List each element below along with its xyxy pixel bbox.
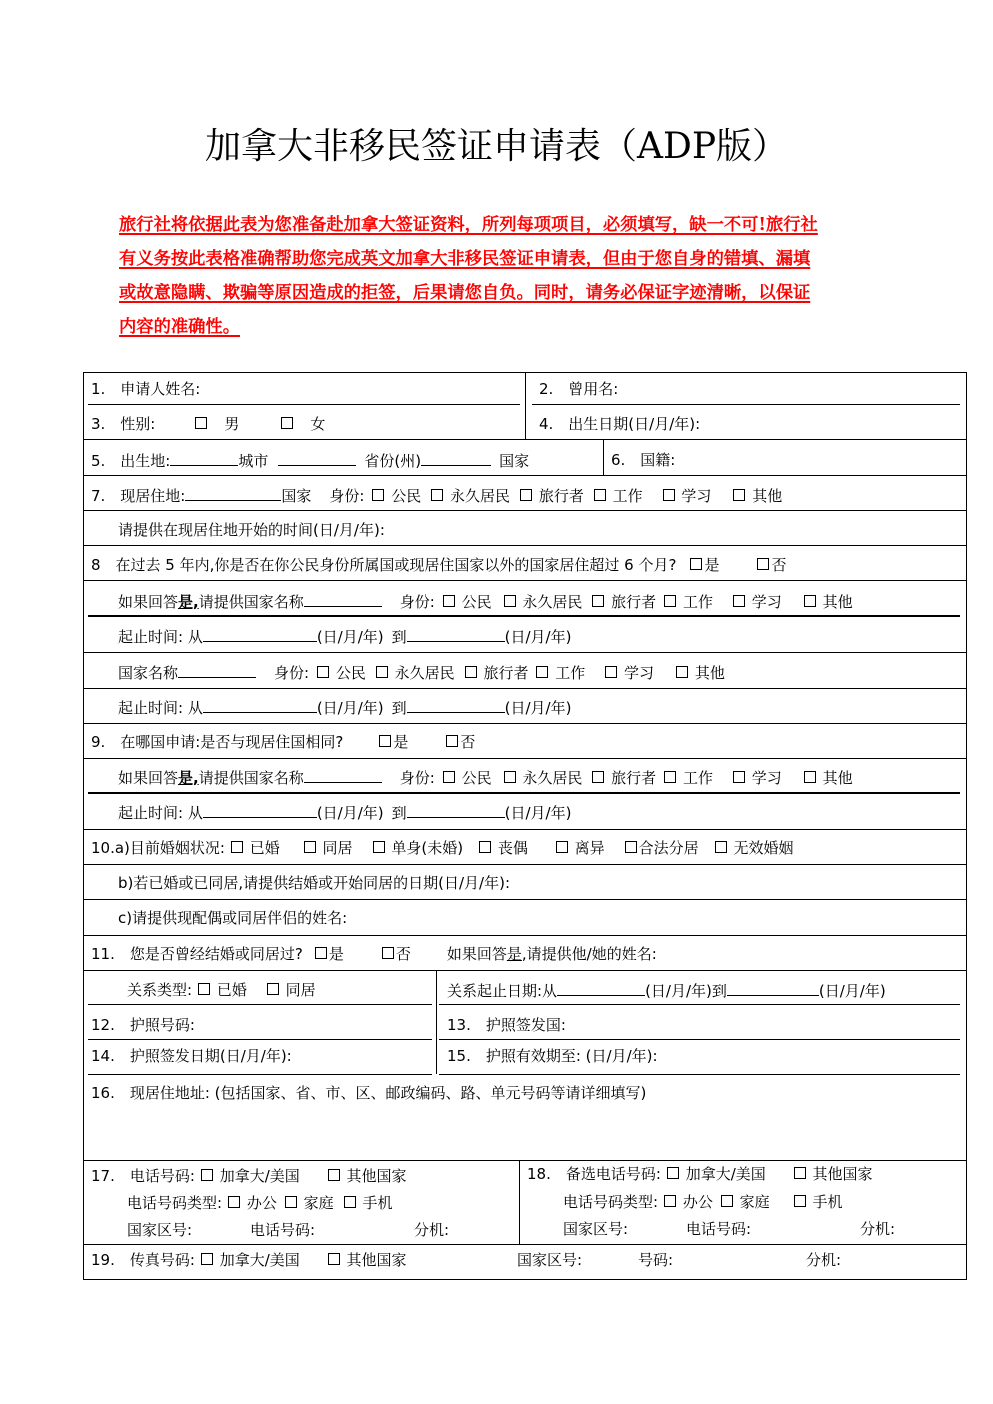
form-frame bbox=[83, 372, 967, 1280]
traveler-checkbox[interactable] bbox=[592, 595, 604, 607]
home-checkbox[interactable] bbox=[721, 1195, 733, 1207]
applicant-name-label: 1. 申请人姓名: bbox=[91, 380, 201, 398]
traveler-checkbox[interactable] bbox=[465, 666, 477, 678]
period-row: 起止时间: 从 (日/月/年) 到 (日/月/年) bbox=[118, 628, 572, 646]
country-name-blank[interactable] bbox=[304, 592, 382, 607]
permanent-checkbox[interactable] bbox=[504, 771, 516, 783]
to-date-blank[interactable] bbox=[407, 803, 505, 818]
from-date-blank[interactable] bbox=[203, 803, 317, 818]
work-checkbox[interactable] bbox=[664, 595, 676, 607]
home-checkbox[interactable] bbox=[285, 1196, 297, 1208]
country-blank[interactable] bbox=[421, 451, 491, 466]
country-code-label: 国家区号: bbox=[127, 1221, 193, 1239]
male-checkbox[interactable] bbox=[195, 417, 207, 429]
residence-row: 7. 现居住地: 国家 身份: 公民 永久居民 旅行者 工作 学习 其他 bbox=[91, 487, 783, 505]
traveler-checkbox[interactable] bbox=[520, 489, 532, 501]
permanent-checkbox[interactable] bbox=[431, 489, 443, 501]
permanent-checkbox[interactable] bbox=[376, 666, 388, 678]
notice-line: 内容的准确性。 bbox=[119, 317, 240, 337]
separated-checkbox[interactable] bbox=[625, 841, 637, 853]
passport-issue-date-label: 14. 护照签发日期(日/月/年): bbox=[91, 1047, 292, 1065]
other-checkbox[interactable] bbox=[676, 666, 688, 678]
q9-yes-checkbox[interactable] bbox=[379, 735, 391, 747]
country-label: 国家 bbox=[499, 452, 530, 470]
phone-number-label: 电话号码: bbox=[686, 1220, 752, 1238]
other-country-checkbox[interactable] bbox=[328, 1253, 340, 1265]
single-checkbox[interactable] bbox=[373, 841, 385, 853]
nationality-label: 6. 国籍: bbox=[611, 451, 676, 469]
residence-country-blank[interactable] bbox=[185, 486, 281, 501]
to-date-blank[interactable] bbox=[407, 627, 505, 642]
gender-row bbox=[91, 415, 325, 433]
mobile-checkbox[interactable] bbox=[794, 1195, 806, 1207]
relation-type-row: 关系类型: 已婚 同居 bbox=[127, 981, 316, 999]
q11-no-checkbox[interactable] bbox=[382, 947, 394, 959]
q8-row: 8 在过去 5 年内,你是否在你公民身份所属国或现居住国家以外的国家居住超过 6 个月? 是 否 bbox=[91, 556, 787, 574]
can-us-checkbox[interactable] bbox=[201, 1169, 213, 1181]
second-country-row: 国家名称 身份: 公民 永久居民 旅行者 工作 学习 其他 bbox=[118, 664, 725, 682]
can-us-checkbox[interactable] bbox=[667, 1167, 679, 1179]
q9-row: 9. 在哪国申请:是否与现居住国相同? 是 否 bbox=[91, 733, 476, 751]
alt-phone-type-row: 电话号码类型: 办公 家庭 手机 bbox=[563, 1193, 843, 1211]
city-label: 城市 bbox=[238, 452, 269, 470]
permanent-checkbox[interactable] bbox=[504, 595, 516, 607]
q8-label: 8 在过去 5 年内,你是否在你公民身份所属国或现居住国家以外的国家居住超过 6 个月? bbox=[91, 556, 677, 574]
other-country-checkbox[interactable] bbox=[794, 1167, 806, 1179]
spouse-name-label: c)请提供现配偶或同居伴侣的姓名: bbox=[118, 909, 348, 927]
from-date-blank[interactable] bbox=[203, 698, 317, 713]
female-checkbox[interactable] bbox=[281, 417, 293, 429]
from-date-blank[interactable] bbox=[203, 627, 317, 642]
period-row: 起止时间: 从 (日/月/年) 到 (日/月/年) bbox=[118, 804, 572, 822]
q11-row: 11. 您是否曾经结婚或同居过? 是 否 如果回答是,请提供他/她的姓名: bbox=[91, 945, 657, 963]
study-checkbox[interactable] bbox=[733, 595, 745, 607]
from-date-blank[interactable] bbox=[557, 981, 645, 996]
female-label: 女 bbox=[310, 415, 326, 433]
study-checkbox[interactable] bbox=[663, 489, 675, 501]
to-date-blank[interactable] bbox=[407, 698, 505, 713]
marital-row: 10.a)目前婚姻状况: 已婚 同居 单身(未婚) 丧偶 离异 合法分居 无效婚姻 bbox=[91, 839, 794, 857]
can-us-checkbox[interactable] bbox=[201, 1253, 213, 1265]
other-checkbox[interactable] bbox=[733, 489, 745, 501]
married-checkbox[interactable] bbox=[231, 841, 243, 853]
cohab-checkbox[interactable] bbox=[304, 841, 316, 853]
form-title: 加拿大非移民签证申请表（ADP版） bbox=[204, 126, 789, 167]
passport-country-label: 13. 护照签发国: bbox=[447, 1016, 566, 1034]
former-name-label: 2. 曾用名: bbox=[539, 380, 619, 398]
fax-extension-label: 分机: bbox=[806, 1251, 842, 1269]
divorced-checkbox[interactable] bbox=[556, 841, 568, 853]
cohab-checkbox[interactable] bbox=[267, 983, 279, 995]
q11-yes-checkbox[interactable] bbox=[315, 947, 327, 959]
country-name-blank[interactable] bbox=[178, 663, 256, 678]
period-row: 起止时间: 从 (日/月/年) 到 (日/月/年) bbox=[118, 699, 572, 717]
notice-line: 或故意隐瞒、欺骗等原因造成的拒签，后果请您自负。同时，请务必保证字迹清晰，以保证 bbox=[119, 283, 811, 303]
work-checkbox[interactable] bbox=[594, 489, 606, 501]
country-name-blank[interactable] bbox=[304, 768, 382, 783]
citizen-checkbox[interactable] bbox=[372, 489, 384, 501]
birth-date-label: 4. 出生日期(日/月/年): bbox=[539, 415, 701, 433]
traveler-checkbox[interactable] bbox=[592, 771, 604, 783]
married-checkbox[interactable] bbox=[198, 983, 210, 995]
birthplace-label: 5. 出生地: bbox=[91, 452, 171, 470]
male-label: 男 bbox=[224, 415, 240, 433]
office-checkbox[interactable] bbox=[228, 1196, 240, 1208]
citizen-checkbox[interactable] bbox=[317, 666, 329, 678]
mobile-checkbox[interactable] bbox=[344, 1196, 356, 1208]
province-label: 省份(州) bbox=[364, 452, 422, 470]
q9-no-checkbox[interactable] bbox=[446, 735, 458, 747]
study-checkbox[interactable] bbox=[605, 666, 617, 678]
q8-country-row: 如果回答是,请提供国家名称 身份: 公民 永久居民 旅行者 工作 学习 其他 bbox=[118, 593, 853, 611]
city-blank[interactable] bbox=[170, 451, 238, 466]
marriage-date-label: b)若已婚或已同居,请提供结婚或开始同居的日期(日/月/年): bbox=[118, 874, 511, 892]
notice-line: 有义务按此表格准确帮助您完成英文加拿大非移民签证申请表，但由于您自身的错填、漏填 bbox=[119, 249, 811, 269]
residence-start-label: 请提供在现居住地开始的时间(日/月/年): bbox=[118, 521, 385, 539]
citizen-checkbox[interactable] bbox=[443, 771, 455, 783]
phone-row: 17. 电话号码: 加拿大/美国 其他国家 bbox=[91, 1167, 407, 1185]
alt-phone-row: 18. 备选电话号码: 加拿大/美国 其他国家 bbox=[527, 1165, 873, 1183]
other-checkbox[interactable] bbox=[804, 595, 816, 607]
office-checkbox[interactable] bbox=[664, 1195, 676, 1207]
gender-label: 3. 性别: bbox=[91, 415, 156, 433]
phone-type-row: 电话号码类型: 办公 家庭 手机 bbox=[127, 1194, 393, 1212]
passport-number-label: 12. 护照号码: bbox=[91, 1016, 195, 1034]
notice bbox=[119, 208, 939, 344]
fax-number-label: 号码: bbox=[638, 1251, 674, 1269]
annulled-checkbox[interactable] bbox=[715, 841, 727, 853]
address-label: 16. 现居住地址: (包括国家、省、市、区、邮政编码、路、单元号码等请详细填写) bbox=[91, 1084, 647, 1102]
citizen-checkbox[interactable] bbox=[443, 595, 455, 607]
widowed-checkbox[interactable] bbox=[479, 841, 491, 853]
work-checkbox[interactable] bbox=[536, 666, 548, 678]
work-checkbox[interactable] bbox=[664, 771, 676, 783]
passport-expiry-label: 15. 护照有效期至: (日/月/年): bbox=[447, 1047, 658, 1065]
other-checkbox[interactable] bbox=[804, 771, 816, 783]
birthplace-row bbox=[91, 451, 529, 470]
q8-yes-checkbox[interactable] bbox=[690, 558, 702, 570]
fax-row: 19. 传真号码: 加拿大/美国 其他国家 bbox=[91, 1251, 407, 1269]
study-checkbox[interactable] bbox=[733, 771, 745, 783]
notice-line: 旅行社将依据此表为您准备赴加拿大签证资料，所列每项项目，必须填写，缺一不可!旅行社 bbox=[119, 215, 818, 235]
other-country-checkbox[interactable] bbox=[328, 1169, 340, 1181]
relation-period-row: 关系起止日期:从 (日/月/年)到 (日/月/年) bbox=[447, 982, 886, 1000]
extension-label: 分机: bbox=[414, 1221, 450, 1239]
fax-country-code-label: 国家区号: bbox=[517, 1251, 583, 1269]
extension-label: 分机: bbox=[860, 1220, 896, 1238]
q9-country-row: 如果回答是,请提供国家名称 身份: 公民 永久居民 旅行者 工作 学习 其他 bbox=[118, 769, 853, 787]
phone-number-label: 电话号码: bbox=[250, 1221, 316, 1239]
province-blank[interactable] bbox=[278, 451, 356, 466]
country-code-label: 国家区号: bbox=[563, 1220, 629, 1238]
to-date-blank[interactable] bbox=[727, 981, 819, 996]
q8-no-checkbox[interactable] bbox=[757, 558, 769, 570]
